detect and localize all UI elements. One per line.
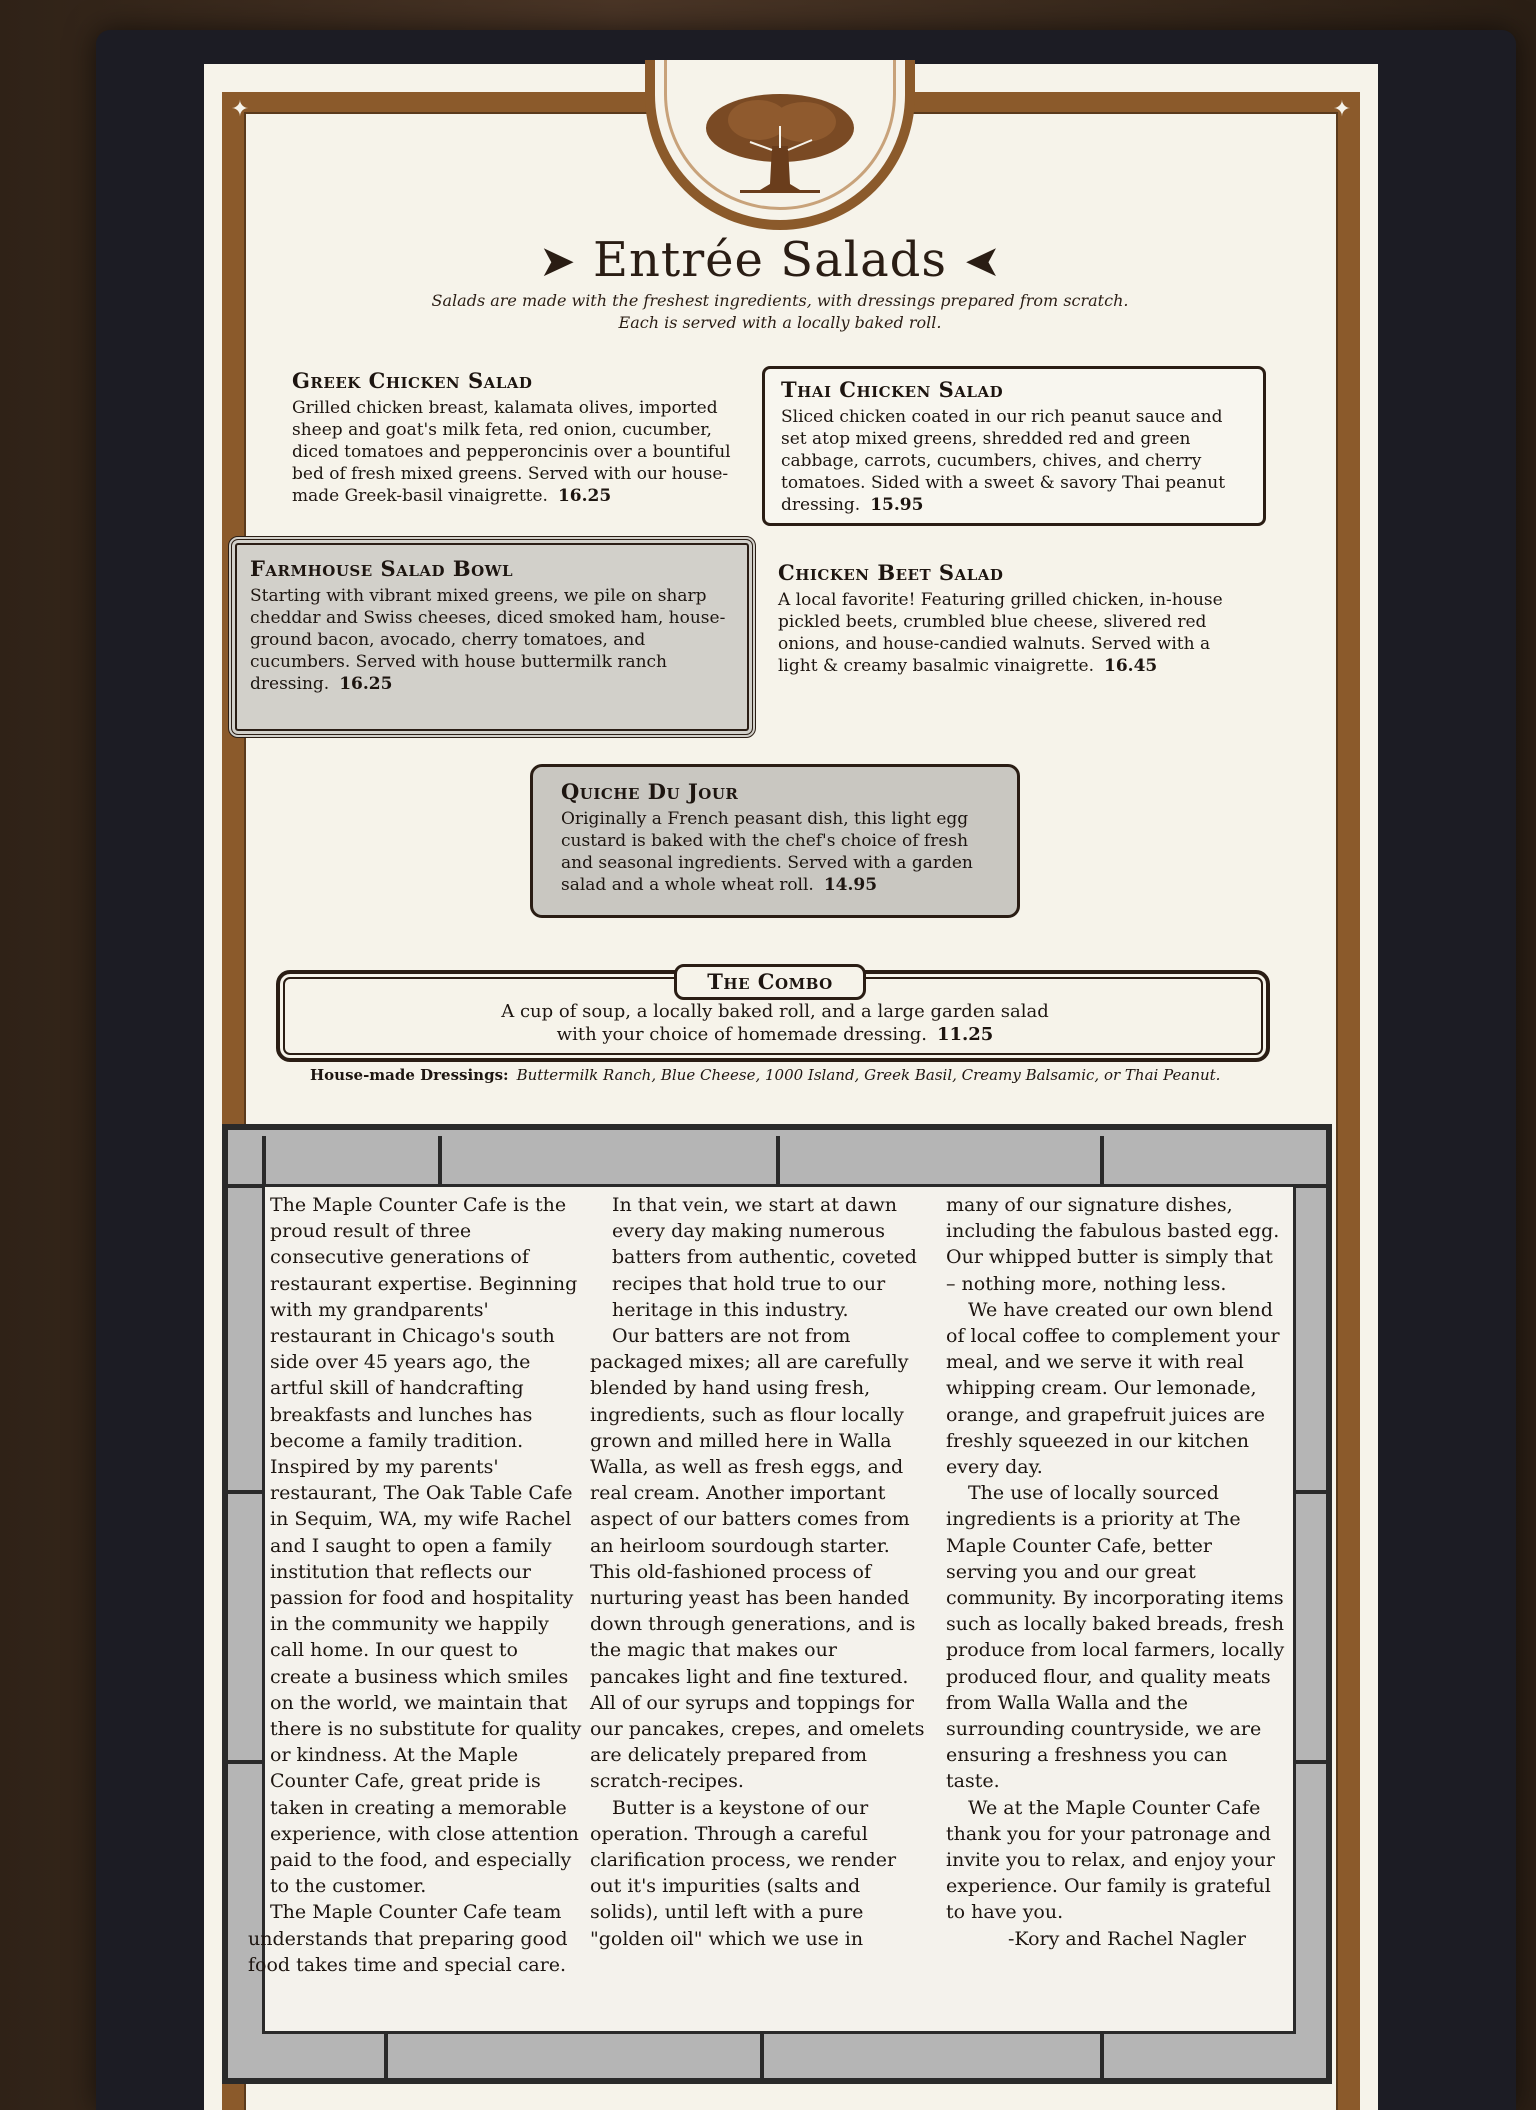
swirl-left-icon: ➤	[538, 236, 577, 287]
subtitle-line-2: Each is served with a locally baked roll.	[618, 313, 942, 332]
item-name: Thai Chicken Salad	[781, 377, 1004, 402]
combo-description	[400, 1000, 1150, 1046]
item-name: Chicken Beet Salad	[778, 560, 1004, 585]
story-paragraph: The Maple Counter Cafe team understands that preparing good food takes time and special care.	[248, 1901, 568, 1976]
item-price: 16.25	[339, 674, 393, 694]
story-paragraph: Our batters are not from packaged mixes; all are carefully blended by hand using fresh, ingredients, such as flour locally grown and milled here in Walla Walla, as well as fresh eggs, and real cream. Another important aspect of our batters comes from an heirloom sourdough starter. This old-fashioned process of nurturing yeast has been handed down through generations, and is the magic that makes our pancakes light and fine textured. All of our syrups and toppings for our pancakes, crepes, and omelets are delicately prepared from scratch-recipes.	[590, 1325, 925, 1793]
story-column-2	[590, 1192, 928, 1952]
frame-divider	[1100, 2034, 1104, 2084]
item-name: Quiche Du Jour	[561, 779, 739, 804]
combo-line-1: A cup of soup, a locally baked roll, and a large garden salad	[501, 1001, 1049, 1022]
menu-item-quiche-du-jour	[530, 764, 1020, 918]
item-name: Greek Chicken Salad	[292, 368, 533, 393]
menu-item-chicken-beet-salad	[778, 560, 1248, 677]
combo-title: The Combo	[707, 969, 833, 994]
story-paragraph: The use of locally sourced ingredients is a priority at The Maple Counter Cafe, better serving you and our great community. By incorporating items such as locally baked breads, fresh produce from local farmers, locally produced flour, and quality meats from Walla Walla and the surrounding countryside, we are ensuring a freshness you can taste.	[946, 1482, 1285, 1793]
item-price: 15.95	[870, 495, 924, 515]
item-price: 14.95	[823, 875, 878, 895]
section-title	[480, 232, 1060, 288]
story-paragraph: In that vein, we start at dawn every day making numerous batters from authentic, coveted recipes that hold true to our heritage in this industry.	[612, 1194, 917, 1321]
story-paragraph: many of our signature dishes, including the fabulous basted egg. Our whipped butter is simply that – nothing more, nothing less.	[946, 1194, 1280, 1295]
dressings-label: House-made Dressings:	[310, 1066, 509, 1084]
frame-divider	[228, 1184, 262, 1188]
item-description: Originally a French peasant dish, this light egg custard is baked with the chef's choice of fresh and seasonal ingredients. Served with a garden salad and a whole wheat roll. 14.95	[561, 809, 973, 895]
menu-item-greek-chicken-salad	[292, 368, 752, 507]
corner-ornament-icon: ✦	[1332, 97, 1352, 122]
story-paragraph: The Maple Counter Cafe is the proud result of three consecutive generations of restaurant expertise. Beginning with my grandparents' restaurant in Chicago's south side over 45 years ago, the artful skill of handcrafting breakfasts and lunches has become a family tradition. Inspired by my parents' restaurant, The Oak Table Cafe in Sequim, WA, my wife Rachel and I saught to open a family institution that reflects our passion for food and hospitality in the community we happily call home. In our quest to create a business which smiles on the world, we maintain that there is no substitute for quality or kindness. At the Maple Counter Cafe, great pride is taken in creating a memorable experience, with close attention paid to the food, and especially to the customer.	[270, 1194, 582, 1898]
item-price: 16.25	[557, 486, 612, 506]
frame-divider	[1296, 1760, 1326, 1764]
swirl-right-icon: ➤	[963, 236, 1002, 287]
frame-divider	[1100, 1136, 1104, 1184]
dressings-list: Buttermilk Ranch, Blue Cheese, 1000 Island, Greek Basil, Creamy Balsamic, or Thai Peanut.	[516, 1066, 1221, 1084]
story-column-1	[248, 1192, 584, 1978]
combo-price: 11.25	[936, 1024, 994, 1045]
menu-item-thai-chicken-salad	[762, 366, 1266, 526]
frame-divider	[1296, 1490, 1326, 1494]
frame-divider	[760, 2034, 764, 2084]
frame-divider	[438, 1136, 442, 1184]
combo-title-tab	[674, 964, 866, 1000]
section-title-text: Entrée Salads	[592, 232, 948, 288]
frame-divider	[262, 1136, 266, 1184]
frame-divider	[384, 2034, 388, 2084]
item-description: A local favorite! Featuring grilled chicken, in-house pickled beets, crumbled blue cheese, slivered red onions, and house-candied walnuts. Served with a light & creamy basalmic vinaigrette. 16.45	[778, 590, 1223, 676]
story-paragraph: Butter is a keystone of our operation. Through a careful clarification process, we render out it's impurities (salts and solids), until left with a pure "golden oil" which we use in	[590, 1796, 897, 1950]
combo-line-2: with your choice of homemade dressing. 11.25	[556, 1024, 994, 1045]
house-dressings-line	[310, 1066, 1290, 1084]
item-description: Sliced chicken coated in our rich peanut sauce and set atop mixed greens, shredded red and green cabbage, carrots, cucumbers, chives, and cherry tomatoes. Sided with a sweet & savory Thai peanut dressing. 15.95	[781, 407, 1226, 515]
item-name: Farmhouse Salad Bowl	[250, 556, 514, 581]
menu-item-farmhouse-salad-bowl	[228, 536, 756, 738]
frame-divider	[1296, 1184, 1326, 1188]
story-paragraph: We at the Maple Counter Cafe thank you for your patronage and invite you to relax, and enjoy your experience. Our family is grateful to have you.	[946, 1796, 1275, 1924]
item-description: Starting with vibrant mixed greens, we pile on sharp cheddar and Swiss cheeses, diced smoked ham, house-ground bacon, avocado, cherry tomatoes, and cucumbers. Served with house buttermilk ranch dressing. 16.25	[250, 586, 726, 694]
subtitle-line-1: Salads are made with the freshest ingredients, with dressings prepared from scratch.	[431, 291, 1129, 310]
item-description: Grilled chicken breast, kalamata olives, imported sheep and goat's milk feta, red onion, cucumber, diced tomatoes and pepperoncinis over a bountiful bed of fresh mixed greens. Served with our house-made Greek-basil vinaigrette. 16.25	[292, 398, 731, 506]
oak-tree-icon	[700, 86, 860, 198]
section-subtitle	[380, 290, 1180, 334]
story-column-3	[946, 1192, 1286, 1952]
corner-ornament-icon: ✦	[230, 97, 250, 122]
story-paragraph: We have created our own blend of local coffee to complement your meal, and we serve it with real whipping cream. Our lemonade, orange, and grapefruit juices are freshly squeezed in our kitchen every day.	[946, 1298, 1280, 1479]
frame-divider	[776, 1136, 780, 1184]
story-signature: -Kory and Rachel Nagler	[1008, 1927, 1246, 1950]
item-price: 16.45	[1104, 656, 1158, 676]
